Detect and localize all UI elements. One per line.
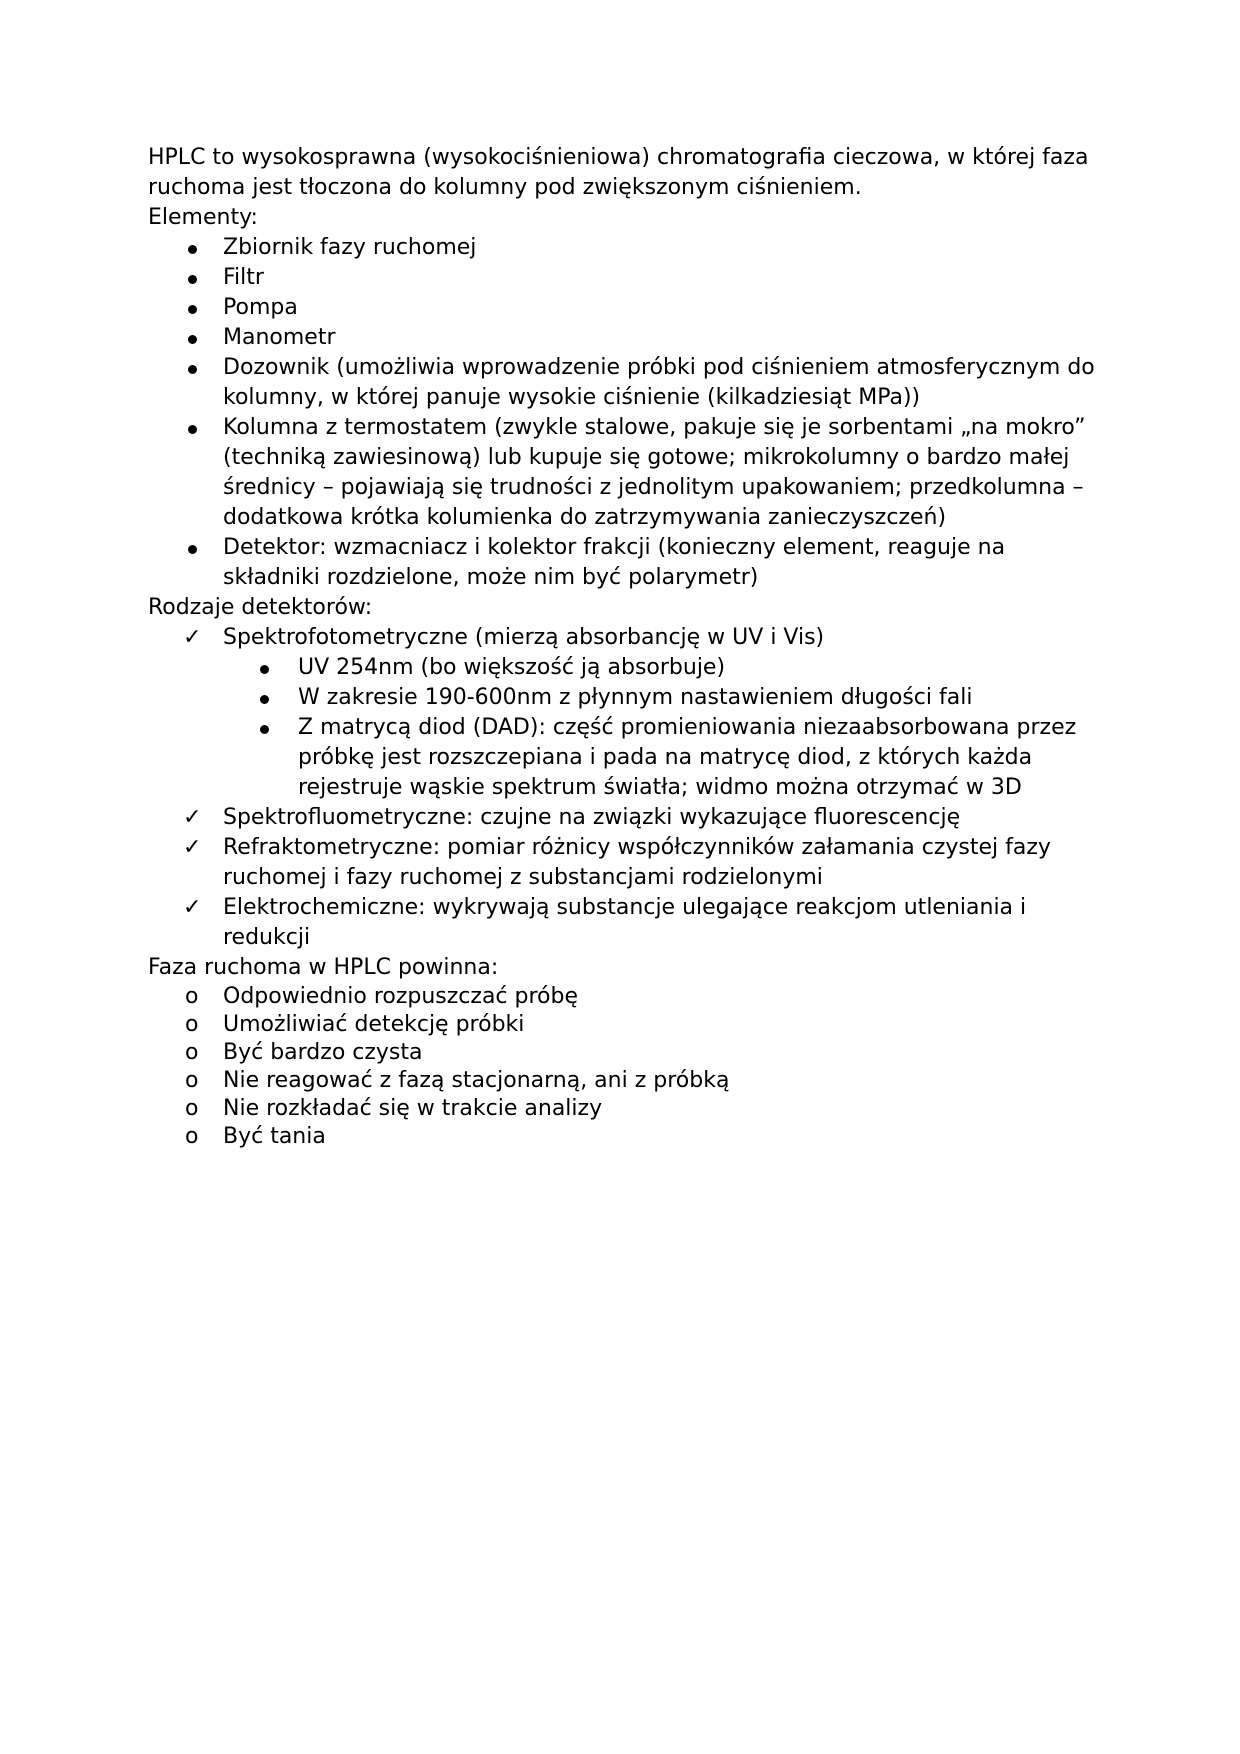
document-page [148, 143, 1108, 1151]
checkmark-icon: ✓ [183, 835, 202, 860]
list-item: ✓ Spektrofluometryczne: czujne na związki wykazujące fluorescencję [148, 803, 1108, 833]
list-item: Pompa [148, 293, 1108, 323]
bullet-icon [188, 275, 197, 284]
bullet-icon [260, 665, 269, 674]
detectors-heading: Rodzaje detektorów: [148, 595, 373, 620]
bullet-icon [260, 695, 269, 704]
list-item: ✓ Spektrofotometryczne (mierzą absorbancję w UV i Vis) UV 254nm (bo większość ją absorbuje) W zakresie 190-600nm z płynnym nastawieniem długości fali Z matrycą diod (DAD): część promieniowania niezaabsorbowana przez próbkę jest rozszczepiana i pada na matrycę diod, z których każda rejestruje wąskie spektrum światła; widmo można otrzymać w 3D [148, 623, 1108, 803]
list-item: Dozownik (umożliwia wprowadzenie próbki pod ciśnieniem atmosferycznym do kolumny, w której panuje wysokie ciśnienie (kilkadziesiąt MPa)) [148, 353, 1108, 413]
bullet-icon [260, 725, 269, 734]
mobile-phase-heading: Faza ruchoma w HPLC powinna: [148, 955, 499, 980]
list-item: Kolumna z termostatem (zwykle stalowe, pakuje się je sorbentami „na mokro” (techniką zawiesinową) lub kupuje się gotowe; mikrokolumny o bardzo małej średnicy – pojawiają się trudności z jednolitym upakowaniem; przedkolumna – dodatkowa krótka kolumienka do zatrzymywania zanieczyszczeń) [148, 413, 1108, 533]
detectors-list [148, 623, 1108, 953]
list-item: ✓ Refraktometryczne: pomiar różnicy współczynników załamania czystej fazy ruchomej i fazy ruchomej z substancjami rodzielonymi [183, 835, 1051, 890]
checkmark-icon: ✓ [183, 805, 202, 830]
bullet-icon [188, 305, 197, 314]
intro-paragraph: HPLC to wysokosprawna (wysokociśnieniowa) chromatografia cieczowa, w której faza ruchoma jest tłoczona do kolumny pod zwiększonym ciśnieniem. [148, 145, 1089, 200]
list-item: Filtr [148, 263, 1108, 293]
sub-list [223, 653, 1108, 803]
bullet-icon [188, 245, 197, 254]
circle-bullet-icon: o [185, 1124, 199, 1149]
list-item: Detektor: wzmacniacz i kolektor frakcji (konieczny element, reaguje na składniki rozdzielone, może nim być polarymetr) [148, 533, 1108, 593]
list-item: o Być tania [185, 1124, 326, 1149]
circle-bullet-icon: o [185, 1012, 199, 1037]
list-item: o Nie reagować z fazą stacjonarną, ani z próbką [185, 1068, 730, 1093]
circle-bullet-icon: o [185, 1068, 199, 1093]
elements-list [148, 233, 1108, 593]
circle-bullet-icon: o [185, 1040, 199, 1065]
bullet-icon [188, 545, 197, 554]
sub-list-item: UV 254nm (bo większość ją absorbuje) [223, 653, 1108, 683]
sub-list-item: Z matrycą diod (DAD): część promieniowania niezaabsorbowana przez próbkę jest rozszczepiana i pada na matrycę diod, z których każda rejestruje wąskie spektrum światła; widmo można otrzymać w 3D [223, 713, 1108, 803]
mobile-phase-list [148, 983, 1108, 1151]
circle-bullet-icon: o [185, 1096, 199, 1121]
elements-heading: Elementy: [148, 205, 258, 230]
bullet-icon [188, 425, 197, 434]
bullet-icon [188, 365, 197, 374]
checkmark-icon: ✓ [183, 625, 202, 650]
list-item: Manometr [148, 323, 1108, 353]
circle-bullet-icon: o [185, 984, 199, 1009]
list-item: ✓ Elektrochemiczne: wykrywają substancje ulegające reakcjom utleniania i redukcji [183, 895, 1027, 950]
list-item: o Odpowiednio rozpuszczać próbę [185, 984, 579, 1009]
list-item: o Być bardzo czysta [185, 1040, 423, 1065]
checkmark-icon: ✓ [183, 895, 202, 920]
sub-list-item: W zakresie 190-600nm z płynnym nastawieniem długości fali [223, 683, 1108, 713]
bullet-icon [188, 335, 197, 344]
list-item: o Nie rozkładać się w trakcie analizy [185, 1096, 603, 1121]
list-item: Zbiornik fazy ruchomej [148, 233, 1108, 263]
list-item: o Umożliwiać detekcję próbki [185, 1012, 525, 1037]
